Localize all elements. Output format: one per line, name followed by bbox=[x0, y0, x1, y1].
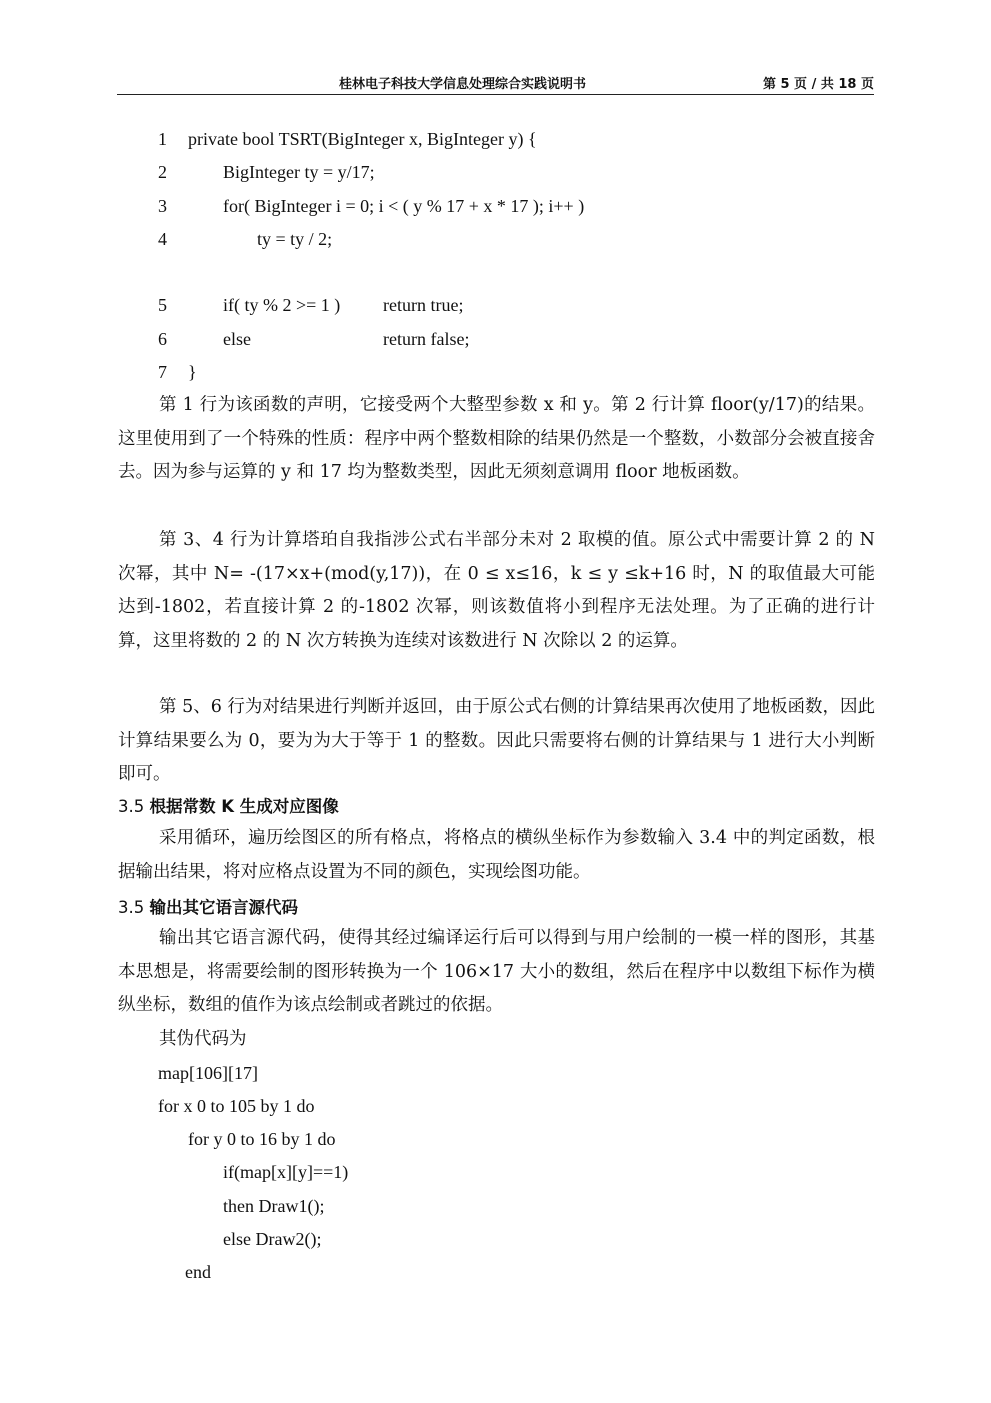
section-number: 3.5 bbox=[118, 898, 145, 917]
pseudocode-line: for x 0 to 105 by 1 do bbox=[158, 1096, 315, 1116]
paragraph-line56-explanation bbox=[118, 691, 875, 792]
pseudocode-line: if(map[x][y]==1) bbox=[223, 1162, 349, 1182]
section-heading bbox=[118, 793, 339, 817]
code-line-number: 7 bbox=[158, 362, 167, 382]
pseudocode-line: then Draw1(); bbox=[223, 1196, 325, 1216]
paragraph-text: 第 5、6 行为对结果进行判断并返回，由于原公式右侧的计算结果再次使用了地板函数，因此计算结果要么为 0，要为为大于等于 1 的整数。因此只需要将右侧的计算结果与 1 进行大小判断即可。 bbox=[118, 697, 875, 784]
code-line-number: 4 bbox=[158, 229, 167, 249]
pseudocode-line: map[106][17] bbox=[158, 1063, 258, 1083]
section-number: 3.5 bbox=[118, 797, 145, 816]
page-header bbox=[117, 70, 874, 95]
code-line: } bbox=[188, 362, 197, 382]
paragraph-text: 第 3、4 行为计算塔珀自我指涉公式右半部分未对 2 取模的值。原公式中需要计算 2 的 N 次幂，其中 N= -(17×x+(mod(y,17))，在 0 ≤ x≤16，k ≤ y ≤k+16 时，N 的取值最大可能达到-1802，若直接计算 2 的-1802 次幂，则该数值将小到程序无法处理。为了正确的进行计算，这里将数的 2 的 N 次方转换为连续对该数进行 N 次除以 2 的运算。 bbox=[118, 530, 875, 651]
section-heading bbox=[118, 894, 298, 918]
pseudocode-line: else Draw2(); bbox=[223, 1229, 322, 1249]
code-line: private bool TSRT(BigInteger x, BigInteger y) { bbox=[188, 129, 537, 149]
code-line: for( BigInteger i = 0; i < ( y % 17 + x * 17 ); i++ ) bbox=[223, 196, 585, 216]
code-line-return: return false; bbox=[383, 329, 470, 349]
code-line-number: 6 bbox=[158, 329, 167, 349]
paragraph-text: 输出其它语言源代码，使得其经过编译运行后可以得到与用户绘制的一模一样的图形，其基本思想是，将需要绘制的图形转换为一个 106×17 大小的数组，然后在程序中以数组下标作为横纵坐标，数组的值作为该点绘制或者跳过的依据。 bbox=[118, 928, 875, 1015]
paragraph-line34-explanation bbox=[118, 524, 875, 658]
section-title: 输出其它语言源代码 bbox=[149, 898, 298, 917]
paragraph-text: 其伪代码为 bbox=[159, 1029, 247, 1049]
code-line-number: 3 bbox=[158, 196, 167, 216]
code-line-number: 2 bbox=[158, 162, 167, 182]
code-line: ty = ty / 2; bbox=[257, 229, 333, 249]
paragraph-draw-image bbox=[118, 822, 875, 889]
pseudocode-line: for y 0 to 16 by 1 do bbox=[188, 1129, 336, 1149]
paragraph-pseudocode-intro bbox=[118, 1023, 875, 1057]
paragraph-line1-explanation bbox=[118, 389, 875, 490]
code-line-number: 1 bbox=[158, 129, 167, 149]
paragraph-text: 采用循环，遍历绘图区的所有格点，将格点的横纵坐标作为参数输入 3.4 中的判定函数，根据输出结果，将对应格点设置为不同的颜色，实现绘图功能。 bbox=[118, 828, 875, 882]
code-line-number: 5 bbox=[158, 295, 167, 315]
code-line-return: return true; bbox=[383, 295, 464, 315]
code-line: BigInteger ty = y/17; bbox=[223, 162, 375, 182]
page-info: 第 5 页 / 共 18 页 bbox=[762, 77, 874, 92]
header-title: 桂林电子科技大学信息处理综合实践说明书 bbox=[339, 77, 587, 92]
section-title: 根据常数 K 生成对应图像 bbox=[149, 797, 339, 816]
pseudocode-line: end bbox=[185, 1262, 211, 1282]
paragraph-text: 第 1 行为该函数的声明，它接受两个大整型参数 x 和 y。第 2 行计算 floor(y/17)的结果。这里使用到了一个特殊的性质：程序中两个整数相除的结果仍然是一个整数，小数部分会被直接舍去。因为参与运算的 y 和 17 均为整数类型，因此无须刻意调用 floor 地板函数。 bbox=[118, 395, 875, 482]
code-line: else bbox=[223, 329, 251, 349]
code-line: if( ty % 2 >= 1 ) bbox=[223, 295, 341, 315]
paragraph-output-code bbox=[118, 922, 875, 1023]
